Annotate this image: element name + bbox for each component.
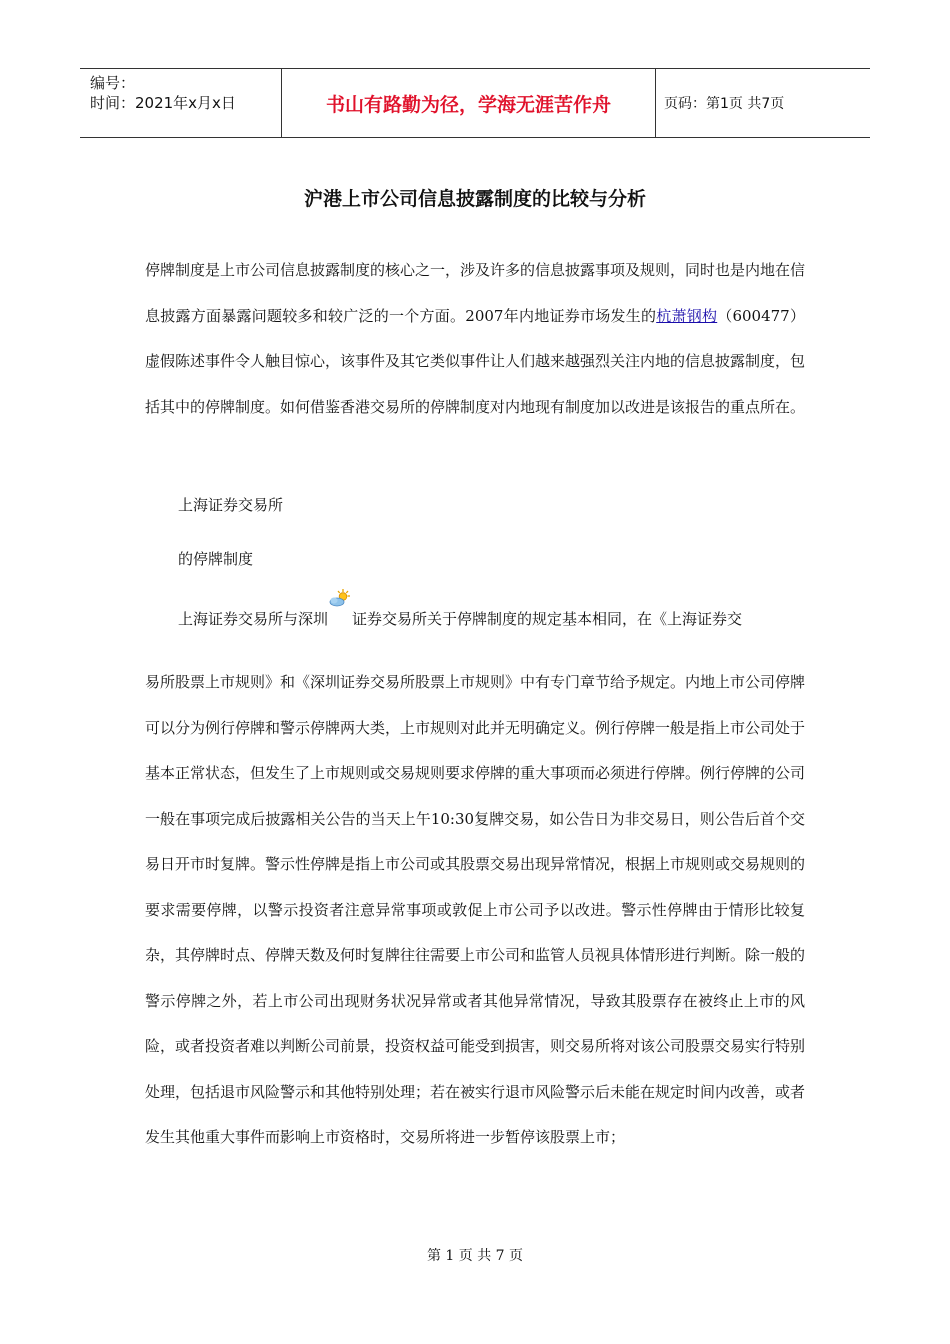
paragraph-1 — [145, 248, 805, 430]
p1-text-a: 停牌制度是上市公司信息披露制度的核心之一，涉及许多的信息披露事项及规则，同时也是内地在信息披露方面暴露问题较多和较广泛的一个方面。2007年内地证券市场发生的 — [145, 261, 806, 325]
motto-text: 书山有路勤为径，学海无涯苦作舟 — [325, 93, 611, 116]
weather-sun-cloud-icon — [329, 588, 351, 608]
page-info-text: 页码：第1页 共7页 — [664, 96, 785, 112]
subheading-line-2: 的停牌制度 — [178, 550, 254, 568]
p1-text-b: （600477）虚假陈述事件令人触目惊心，该事件及其它类似事件让人们越来越强烈关注内地的信息披露制度，包括其中的停牌制度。如何借鉴香港交易所的停牌制度对内地现有制度加以改进是该报告的重点所在。 — [145, 306, 806, 416]
p2-text-b: 证券交易所关于停牌制度的规定基本相同，在《上海证券交 — [352, 610, 743, 628]
company-link[interactable]: 杭萧钢构 — [656, 306, 718, 325]
time-label: 时间：2021年x月x日 — [90, 94, 236, 112]
document-title: 沪港上市公司信息披露制度的比较与分析 — [303, 188, 646, 210]
page-footer: 第 1 页 共 7 页 — [426, 1248, 524, 1264]
p2-text-a: 上海证券交易所与深圳 — [178, 610, 329, 628]
paragraph-2-first-line — [178, 604, 805, 629]
page-info-cell — [656, 69, 870, 137]
motto-cell — [282, 69, 656, 137]
number-label: 编号： — [90, 74, 136, 92]
header-meta-cell — [80, 69, 282, 137]
header-table — [80, 68, 870, 138]
paragraph-2: 易所股票上市规则》和《深圳证券交易所股票上市规则》中有专门章节给予规定。内地上市公司停牌可以分为例行停牌和警示停牌两大类，上市规则对此并无明确定义。例行停牌一般是指上市公司处于基本正常状态，但发生了上市规则或交易规则要求停牌的重大事项而必须进行停牌。例行停牌的公司一般在事项完成后披露相关公告的当天上午10:30复牌交易，如公告日为非交易日，则公告后首个交易日开市时复牌。警示性停牌是指上市公司或其股票交易出现异常情况，根据上市规则或交易规则的要求需要停牌，以警示投资者注意异常事项或敦促上市公司予以改进。警示性停牌由于情形比较复杂，其停牌时点、停牌天数及何时复牌往往需要上市公司和监管人员视具体情形进行判断。除一般的警示停牌之外，若上市公司出现财务状况异常或者其他异常情况，导致其股票存在被终止上市的风险，或者投资者难以判断公司前景，投资权益可能受到损害，则交易所将对该公司股票交易实行特别处理，包括退市风险警示和其他特别处理；若在被实行退市风险警示后未能在规定时间内改善，或者发生其他重大事件而影响上市资格时，交易所将进一步暂停该股票上市； — [145, 673, 806, 1146]
subheading-line-1: 上海证券交易所 — [178, 496, 284, 514]
